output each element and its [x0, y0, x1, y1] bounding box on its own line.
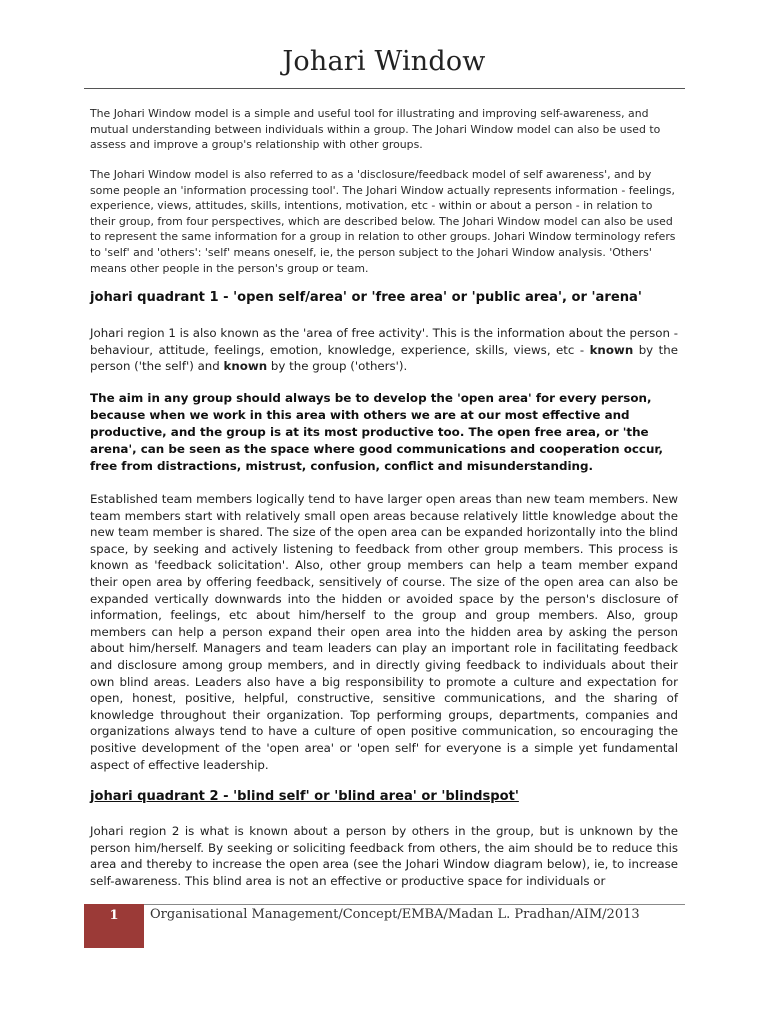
quadrant-2-paragraph-1: Johari region 2 is what is known about a person by others in the group, but is unknown by the person him/herself. By seeking or soliciting feedback from others, the aim should be to reduce this area and thereby to increase the open area (see the Johari Window diagram below), ie, to increase self-awareness. This blind area is not an effective or productive space for individuals or	[90, 824, 678, 888]
keyword-known-2: known	[223, 359, 268, 374]
title-divider	[84, 88, 685, 89]
quadrant-1-paragraph-3: Established team members logically tend to have larger open areas than new team members. New team members start with relatively small open areas because relatively little knowledge about the new team member is shared. The size of the open area can be expanded horizontally into the blind space, by seeking and actively listening to feedback from other group members. This process is known as 'feedback solicitation'. Also, other group members can help a team member expand their open area by offering feedback, sensitively of course. The size of the open area can also be expanded vertically downwards into the hidden or avoided space by the person's disclosure of information, feelings, etc about him/herself to the group and group members. Also, group members can help a person expand their open area into the hidden area by asking the person about him/herself. Managers and team leaders can play an important role in facilitating feedback and disclosure among group members, and in directly giving feedback to individuals about their own blind areas. Leaders also have a big responsibility to promote a culture and expectation for open, honest, positive, helpful, constructive, sensitive communications, and the sharing of knowledge throughout their organization. Top performing groups, departments, companies and organizations always tend to have a culture of open positive communication, so encouraging the positive development of the 'open area' or 'open self' for everyone is a simple yet fundamental aspect of effective leadership.	[90, 492, 678, 772]
quadrant-1-text-a: Johari region 1 is also known as the 'area of free activity'. This is the information about the person - behaviour, attitude, feelings, emotion, knowledge, experience, skills, views, etc -	[90, 326, 678, 357]
quadrant-2-heading: johari quadrant 2 - 'blind self' or 'blind area' or 'blindspot'	[90, 789, 519, 804]
quadrant-1-heading: johari quadrant 1 - 'open self/area' or 'free area' or 'public area', or 'arena'	[90, 290, 642, 305]
page-title: Johari Window	[282, 46, 486, 77]
quadrant-1-bold-paragraph: The aim in any group should always be to develop the 'open area' for every person, because when we work in this area with others we are at our most effective and productive, and the group is at its most productive too. The open free area, or 'the arena', can be seen as the space where good communications and cooperation occur, free from distractions, mistrust, confusion, conflict and misunderstanding.	[90, 391, 664, 473]
intro-paragraph-2: The Johari Window model is also referred to as a 'disclosure/feedback model of self awareness', and by some people an 'information processing tool'. The Johari Window actually represents information - feelings, experience, views, attitudes, skills, intentions, motivation, etc - within or about a person - in relation to their group, from four perspectives, which are described below. The Johari Window model can also be used to represent the same information for a group in relation to other groups. Johari Window terminology refers to 'self' and 'others': 'self' means oneself, ie, the person subject to the Johari Window analysis. 'Others' means other people in the person's group or team.	[90, 168, 676, 275]
quadrant-1-paragraph-1	[90, 325, 678, 375]
intro-paragraph-1: The Johari Window model is a simple and useful tool for illustrating and improving self-awareness, and mutual understanding between individuals within a group. The Johari Window model can also be used to assess and improve a group's relationship with other groups.	[90, 107, 661, 152]
keyword-known-1: known	[589, 342, 634, 357]
page-number: 1	[109, 908, 119, 923]
footer-divider	[144, 904, 685, 905]
footer-page-number-box	[84, 904, 144, 948]
quadrant-1-text-b: by the person ('the self') and	[90, 342, 678, 374]
footer-text: Organisational Management/Concept/EMBA/Madan L. Pradhan/AIM/2013	[150, 907, 640, 922]
quadrant-1-text-c: by the group ('others').	[267, 359, 408, 374]
